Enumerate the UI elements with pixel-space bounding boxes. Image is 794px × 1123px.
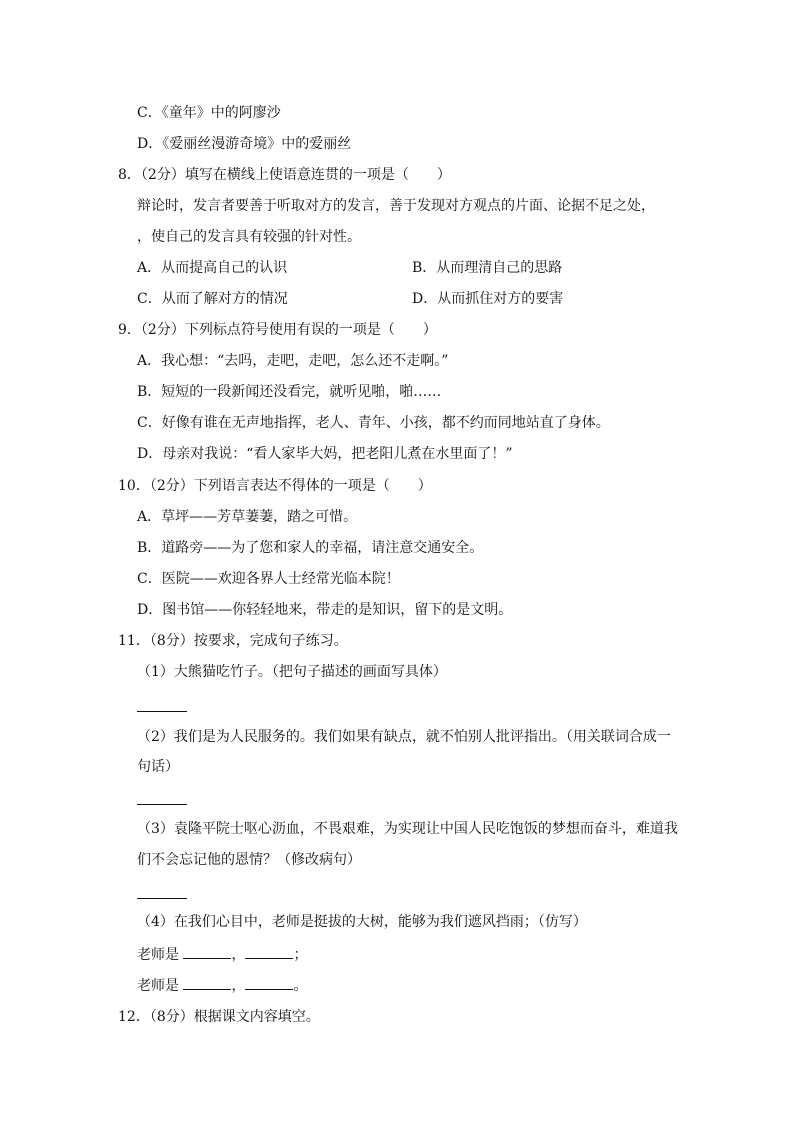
imitate-blank-1b[interactable] (245, 944, 293, 959)
q11-sub2-line1: （2）我们是为人民服务的。我们如果有缺点，就不怕别人批评指出。（用关联词合成一 (137, 729, 671, 745)
q10-option-c: C．医院——欢迎各界人士经常光临本院！ (137, 571, 400, 587)
comma: ， (231, 978, 246, 994)
q9-stem: 9．（2分）下列标点符号使用有误的一项是（ ） (118, 322, 437, 338)
q11-sub2-answer-blank[interactable] (137, 804, 187, 805)
imitate-blank-2b[interactable] (245, 975, 293, 990)
q7-option-c: C．《童年》中的阿廖沙 (137, 105, 281, 121)
q8-option-b: B．从而理清自己的思路 (412, 260, 563, 276)
imitate-blank-2a[interactable] (183, 975, 231, 990)
semicolon: ； (293, 947, 308, 963)
q9-option-b: B．短短的一段新闻还没看完，就听见啪，啪…… (137, 384, 442, 400)
q7-option-d: D．《爱丽丝漫游奇境》中的爱丽丝 (137, 136, 352, 152)
q11-stem: 11．（8分）按要求，完成句子练习。 (118, 633, 348, 649)
imitate-prefix: 老师是 (137, 978, 179, 994)
q8-stem: 8．（2分）填写在横线上使语意连贯的一项是（ ） (118, 167, 451, 183)
q10-option-a: A．草坪——芳草萋萋，踏之可惜。 (137, 509, 358, 525)
q11-sub3-line2: 们不会忘记他的恩情？（修改病句） (137, 852, 361, 868)
q9-option-a: A．我心想：“去吗，走吧，走吧，怎么还不走啊。” (137, 353, 449, 369)
q10-option-d: D．图书馆——你轻轻地来，带走的是知识，留下的是文明。 (137, 602, 513, 618)
period: 。 (293, 978, 308, 994)
q8-option-c: C．从而了解对方的情况 (137, 291, 288, 307)
q11-sub4: （4）在我们心目中，老师是挺拔的大树，能够为我们遮风挡雨；（仿写） (137, 914, 587, 930)
imitate-blank-1a[interactable] (183, 944, 231, 959)
q11-sub2-line2: 句话） (137, 759, 179, 775)
q9-option-d: D．母亲对我说：“看人家毕大妈，把老阳儿煮在水里面了！” (137, 446, 513, 462)
comma: ， (231, 947, 246, 963)
q8-passage-line1: 辩论时，发言者要善于听取对方的发言，善于发现对方观点的片面、论据不足之处， (137, 198, 655, 214)
q11-imitate-line1 (137, 944, 307, 964)
q11-sub3-answer-blank[interactable] (137, 898, 187, 899)
q8-option-a: A．从而提高自己的认识 (137, 260, 288, 276)
q10-stem: 10．（2分）下列语言表达不得体的一项是（ ） (118, 478, 432, 494)
q11-imitate-line2 (137, 975, 307, 995)
imitate-prefix: 老师是 (137, 947, 179, 963)
q11-sub3-line1: （3）袁隆平院士呕心沥血，不畏艰难，为实现让中国人民吃饱饭的梦想而奋斗，难道我 (137, 821, 678, 837)
q12-stem: 12．（8分）根据课文内容填空。 (118, 1009, 320, 1025)
q8-passage-line2: ，使自己的发言具有较强的针对性。 (137, 229, 361, 245)
q11-sub1: （1）大熊猫吃竹子。（把句子描述的画面写具体） (137, 664, 447, 680)
q8-option-d: D．从而抓住对方的要害 (412, 291, 564, 307)
q9-option-c: C．好像有谁在无声地指挥，老人、青年、小孩，都不约而同地站直了身体。 (137, 415, 610, 431)
q10-option-b: B．道路旁——为了您和家人的幸福，请注意交通安全。 (137, 540, 484, 556)
q11-sub1-answer-blank[interactable] (137, 711, 187, 712)
